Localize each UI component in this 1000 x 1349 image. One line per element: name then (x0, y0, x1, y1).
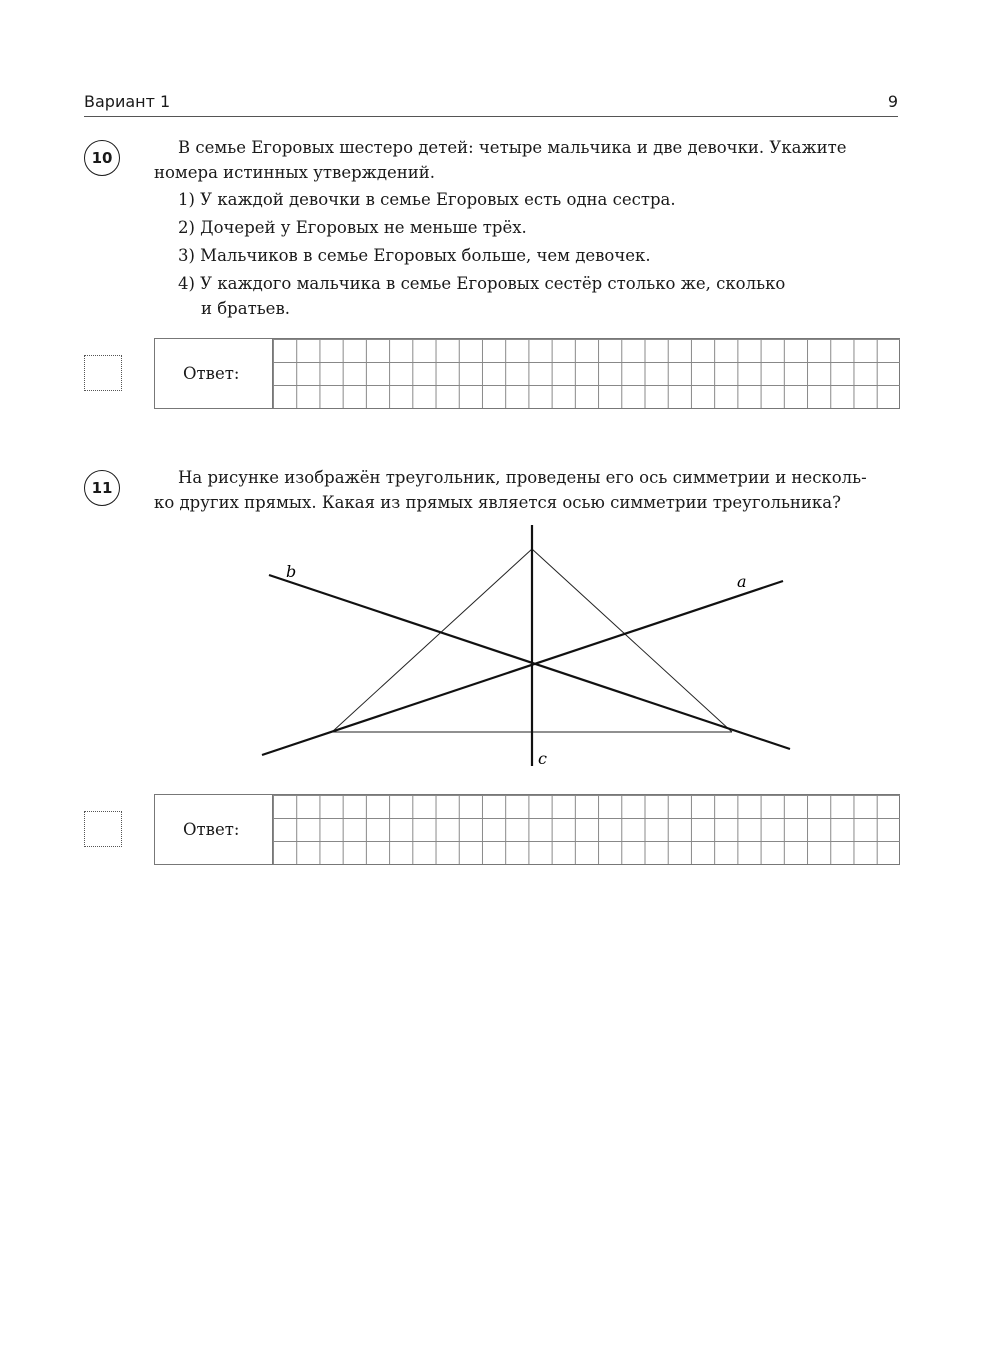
answer-label: Ответ: (183, 820, 240, 839)
answer-grid[interactable] (272, 795, 900, 864)
question-text-line: номера истинных утверждений. (154, 163, 436, 182)
option-4-continuation: и братьев. (201, 299, 290, 318)
option-3: 3) Мальчиков в семье Егоровых больше, чем девочек. (178, 246, 651, 265)
answer-label: Ответ: (183, 364, 240, 383)
option-4: 4) У каждого мальчика в семье Егоровых сестёр столько же, сколько (178, 274, 786, 293)
triangle-side-left (332, 549, 532, 732)
variant-label: Вариант 1 (84, 92, 171, 111)
page-number: 9 (887, 92, 898, 111)
question-number-badge: 11 (84, 470, 120, 506)
score-box (84, 811, 122, 847)
option-2: 2) Дочерей у Егоровых не меньше трёх. (178, 218, 527, 237)
label-a: a (737, 572, 747, 591)
question-text-line: ко других прямых. Какая из прямых является осью симметрии треугольника? (154, 493, 841, 512)
line-a (262, 581, 783, 755)
question-text-line: На рисунке изображён треугольник, проведены его ось симметрии и несколь- (178, 468, 867, 487)
option-1: 1) У каждой девочки в семье Егоровых есть одна сестра. (178, 190, 676, 209)
answer-box (154, 794, 900, 865)
question-text-line: В семье Егоровых шестеро детей: четыре мальчика и две девочки. Укажите (178, 138, 847, 157)
triangle-side-right (532, 549, 732, 732)
question-number-badge: 10 (84, 140, 120, 176)
line-b (269, 575, 790, 749)
label-b: b (286, 562, 297, 581)
label-c: c (538, 749, 547, 768)
